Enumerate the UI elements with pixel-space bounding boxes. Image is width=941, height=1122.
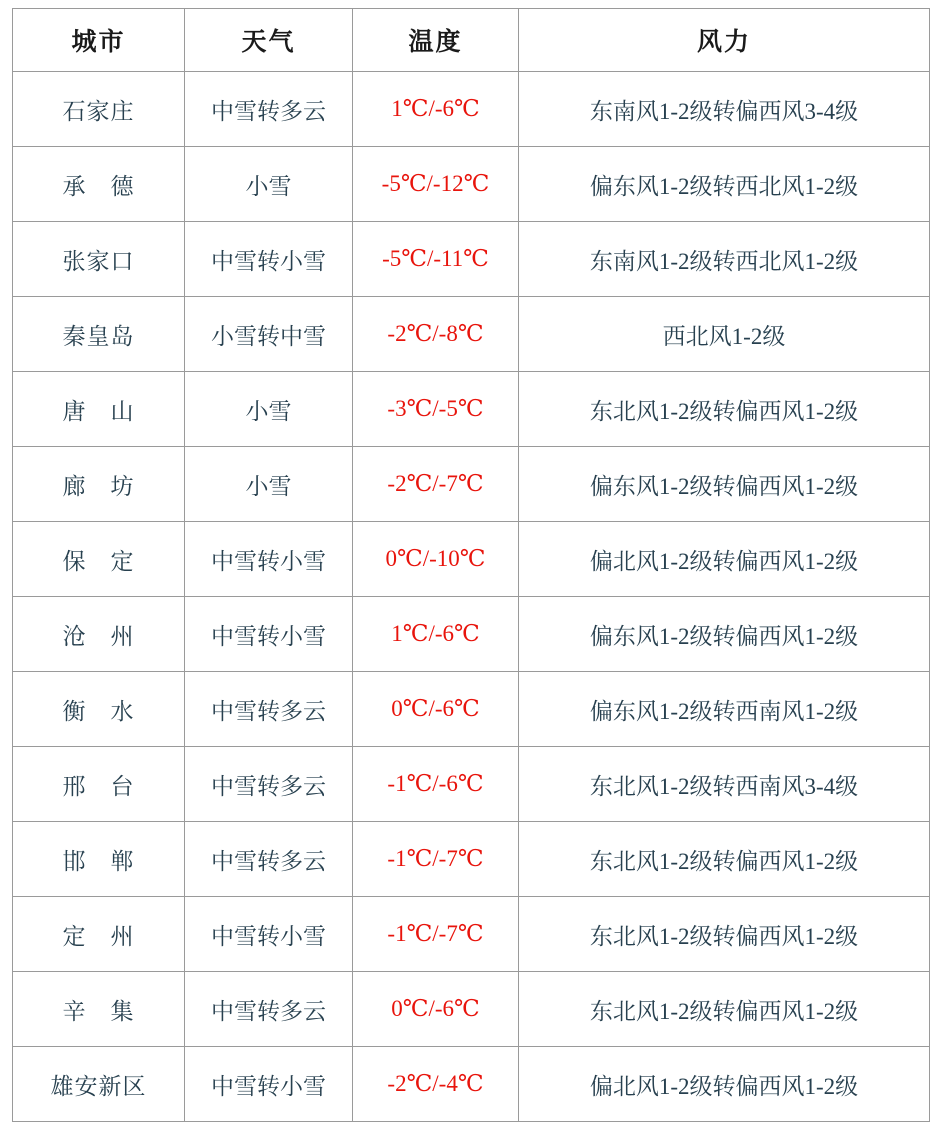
cell-weather: 中雪转多云 xyxy=(185,972,353,1047)
table-row xyxy=(13,297,930,372)
cell-wind: 东南风1-2级转西北风1-2级 xyxy=(519,222,930,297)
table-row xyxy=(13,822,930,897)
cell-temperature: 0℃/-6℃ xyxy=(353,672,519,747)
cell-city: 衡 水 xyxy=(13,672,185,747)
cell-city: 廊 坊 xyxy=(13,447,185,522)
cell-wind: 偏北风1-2级转偏西风1-2级 xyxy=(519,522,930,597)
table-row xyxy=(13,897,930,972)
table-row xyxy=(13,522,930,597)
table-row xyxy=(13,972,930,1047)
table-body xyxy=(13,72,930,1122)
cell-wind: 偏东风1-2级转偏西风1-2级 xyxy=(519,597,930,672)
cell-weather: 中雪转小雪 xyxy=(185,1047,353,1122)
column-header-city: 城市 xyxy=(13,9,185,72)
cell-city: 张家口 xyxy=(13,222,185,297)
cell-city: 辛 集 xyxy=(13,972,185,1047)
cell-city: 雄安新区 xyxy=(13,1047,185,1122)
cell-temperature: 1℃/-6℃ xyxy=(353,597,519,672)
table-row xyxy=(13,747,930,822)
cell-weather: 中雪转多云 xyxy=(185,822,353,897)
cell-city: 定 州 xyxy=(13,897,185,972)
table-row xyxy=(13,222,930,297)
cell-city: 保 定 xyxy=(13,522,185,597)
cell-weather: 中雪转多云 xyxy=(185,747,353,822)
cell-temperature: -3℃/-5℃ xyxy=(353,372,519,447)
cell-temperature: 0℃/-10℃ xyxy=(353,522,519,597)
cell-city: 邯 郸 xyxy=(13,822,185,897)
table-row xyxy=(13,672,930,747)
table-row xyxy=(13,597,930,672)
cell-temperature: -2℃/-8℃ xyxy=(353,297,519,372)
city-weather-table xyxy=(12,8,930,1122)
column-header-temperature: 温度 xyxy=(353,9,519,72)
table-header xyxy=(13,9,930,72)
cell-wind: 偏东风1-2级转偏西风1-2级 xyxy=(519,447,930,522)
cell-temperature: 1℃/-6℃ xyxy=(353,72,519,147)
cell-weather: 小雪 xyxy=(185,372,353,447)
cell-weather: 小雪转中雪 xyxy=(185,297,353,372)
table-row xyxy=(13,372,930,447)
table-row xyxy=(13,147,930,222)
cell-temperature: -1℃/-6℃ xyxy=(353,747,519,822)
table-row xyxy=(13,1047,930,1122)
cell-temperature: -2℃/-7℃ xyxy=(353,447,519,522)
cell-weather: 中雪转小雪 xyxy=(185,897,353,972)
cell-wind: 东北风1-2级转偏西风1-2级 xyxy=(519,372,930,447)
cell-temperature: -5℃/-11℃ xyxy=(353,222,519,297)
table-row xyxy=(13,72,930,147)
cell-weather: 中雪转小雪 xyxy=(185,222,353,297)
cell-temperature: -5℃/-12℃ xyxy=(353,147,519,222)
column-header-weather: 天气 xyxy=(185,9,353,72)
cell-city: 邢 台 xyxy=(13,747,185,822)
cell-wind: 偏东风1-2级转西北风1-2级 xyxy=(519,147,930,222)
table-row xyxy=(13,447,930,522)
table-header-row xyxy=(13,9,930,72)
cell-weather: 中雪转多云 xyxy=(185,672,353,747)
cell-wind: 东南风1-2级转偏西风3-4级 xyxy=(519,72,930,147)
cell-wind: 东北风1-2级转偏西风1-2级 xyxy=(519,897,930,972)
cell-city: 唐 山 xyxy=(13,372,185,447)
column-header-wind: 风力 xyxy=(519,9,930,72)
cell-city: 承 德 xyxy=(13,147,185,222)
cell-weather: 小雪 xyxy=(185,147,353,222)
cell-temperature: -1℃/-7℃ xyxy=(353,822,519,897)
cell-weather: 小雪 xyxy=(185,447,353,522)
cell-weather: 中雪转多云 xyxy=(185,72,353,147)
cell-wind: 东北风1-2级转偏西风1-2级 xyxy=(519,822,930,897)
cell-city: 石家庄 xyxy=(13,72,185,147)
cell-city: 秦皇岛 xyxy=(13,297,185,372)
cell-wind: 东北风1-2级转偏西风1-2级 xyxy=(519,972,930,1047)
cell-temperature: -1℃/-7℃ xyxy=(353,897,519,972)
cell-wind: 偏东风1-2级转西南风1-2级 xyxy=(519,672,930,747)
cell-wind: 西北风1-2级 xyxy=(519,297,930,372)
cell-wind: 东北风1-2级转西南风3-4级 xyxy=(519,747,930,822)
cell-weather: 中雪转小雪 xyxy=(185,597,353,672)
cell-city: 沧 州 xyxy=(13,597,185,672)
cell-weather: 中雪转小雪 xyxy=(185,522,353,597)
cell-temperature: -2℃/-4℃ xyxy=(353,1047,519,1122)
cell-temperature: 0℃/-6℃ xyxy=(353,972,519,1047)
cell-wind: 偏北风1-2级转偏西风1-2级 xyxy=(519,1047,930,1122)
